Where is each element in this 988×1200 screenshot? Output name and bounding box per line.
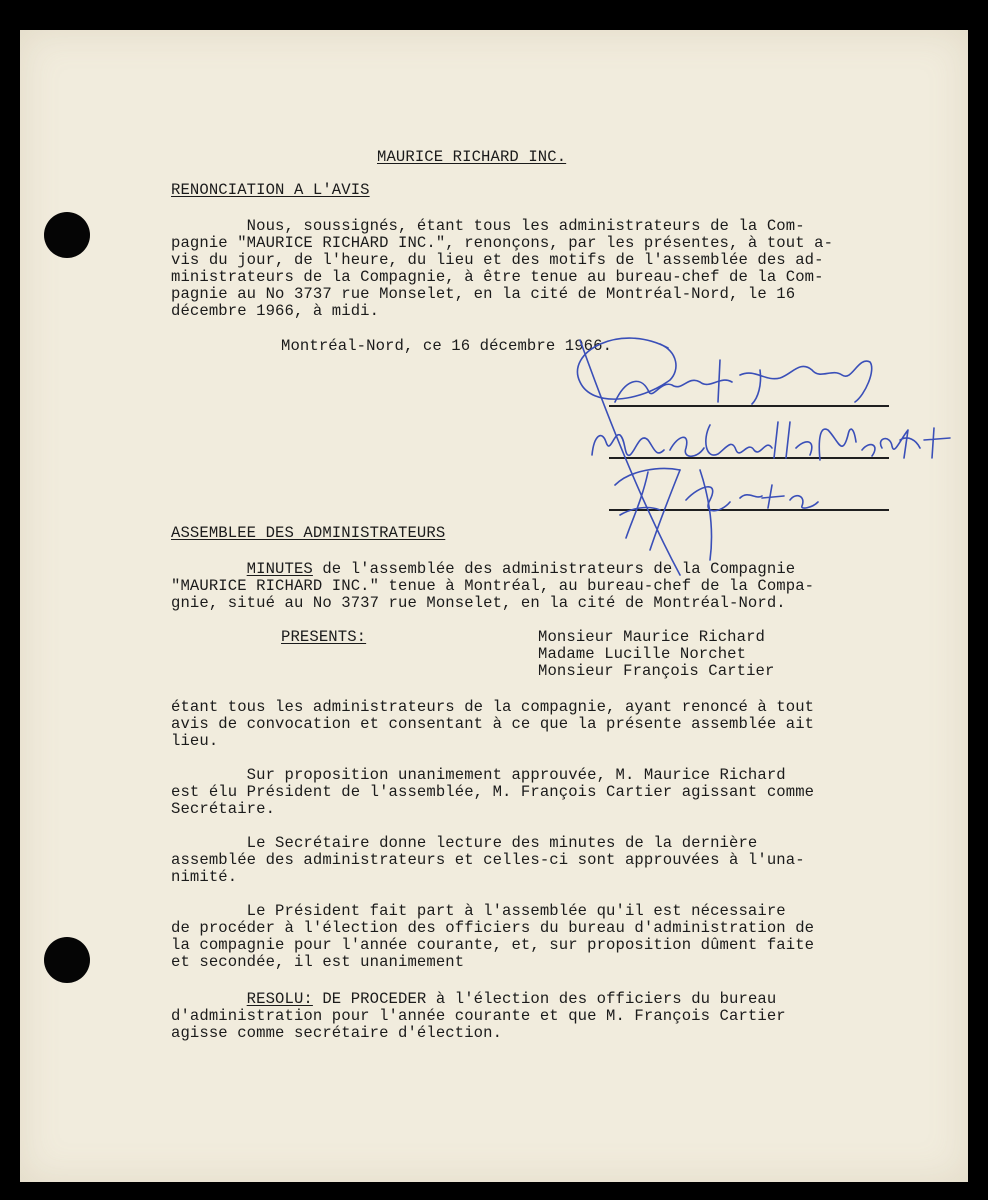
waiver-line-4: ministrateurs de la Compagnie, à être tenue au bureau-chef de la Com- <box>171 268 824 286</box>
para3-line-2: assemblée des administrateurs et celles-ci sont approuvées à l'una- <box>171 851 805 869</box>
waiver-line-3: vis du jour, de l'heure, du lieu et des motifs de l'assemblée des ad- <box>171 251 824 269</box>
para1-line-3: lieu. <box>171 732 219 750</box>
waiver-line-5: pagnie au No 3737 rue Monselet, en la cité de Montréal-Nord, le 16 <box>171 285 796 303</box>
waiver-place-date: Montréal-Nord, ce 16 décembre 1966. <box>281 337 613 355</box>
para4-line-1: Le Président fait part à l'assemblée qu'il est nécessaire <box>171 902 786 920</box>
signature-lucille-norchet <box>592 422 812 458</box>
minutes-line-3: gnie, situé au No 3737 rue Monselet, en la cité de Montréal-Nord. <box>171 594 786 612</box>
para1-line-1: étant tous les administrateurs de la compagnie, ayant renoncé à tout <box>171 698 815 716</box>
minutes-line-2: "MAURICE RICHARD INC." tenue à Montréal, au bureau-chef de la Compa- <box>171 577 815 595</box>
presents-label: PRESENTS: <box>281 628 367 646</box>
resolu-label: RESOLU: <box>246 990 313 1008</box>
signature-maurice-richard <box>577 338 676 399</box>
present-member-3: Monsieur François Cartier <box>538 662 775 680</box>
resolu-line-1 <box>171 991 776 1008</box>
para4-line-3: la compagnie pour l'année courante, et, sur proposition dûment faite <box>171 936 815 954</box>
document-page <box>20 30 968 1182</box>
minutes-label: MINUTES <box>246 560 313 578</box>
resolu-line-1-text: DE PROCEDER à l'élection des officiers du bureau <box>312 990 777 1008</box>
company-title: MAURICE RICHARD INC. <box>377 148 567 166</box>
waiver-line-2: pagnie "MAURICE RICHARD INC.", renonçons, par les présentes, à tout a- <box>171 234 834 252</box>
para4-line-4: et secondée, il est unanimement <box>171 953 465 971</box>
minutes-line-1 <box>171 561 795 578</box>
present-member-2: Madame Lucille Norchet <box>538 645 747 663</box>
para2-line-2: est élu Président de l'assemblée, M. François Cartier agissant comme <box>171 783 815 801</box>
para3-line-3: nimité. <box>171 868 238 886</box>
waiver-line-1: Nous, soussignés, étant tous les administrateurs de la Com- <box>171 217 805 235</box>
para1-line-2: avis de convocation et consentant à ce que la présente assemblée ait <box>171 715 815 733</box>
waiver-heading: RENONCIATION A L'AVIS <box>171 181 370 199</box>
meeting-heading: ASSEMBLEE DES ADMINISTRATEURS <box>171 524 446 542</box>
para3-line-1: Le Secrétaire donne lecture des minutes de la dernière <box>171 834 758 852</box>
para2-line-1: Sur proposition unanimement approuvée, M. Maurice Richard <box>171 766 786 784</box>
resolu-line-2: d'administration pour l'année courante et que M. François Cartier <box>171 1007 786 1025</box>
minutes-line-1-text: de l'assemblée des administrateurs de la Compagnie <box>312 560 796 578</box>
present-member-1: Monsieur Maurice Richard <box>538 628 765 646</box>
para2-line-3: Secrétaire. <box>171 800 276 818</box>
resolu-line-3: agisse comme secrétaire d'élection. <box>171 1024 503 1042</box>
waiver-line-6: décembre 1966, à midi. <box>171 302 380 320</box>
para4-line-2: de procéder à l'élection des officiers du bureau d'administration de <box>171 919 815 937</box>
